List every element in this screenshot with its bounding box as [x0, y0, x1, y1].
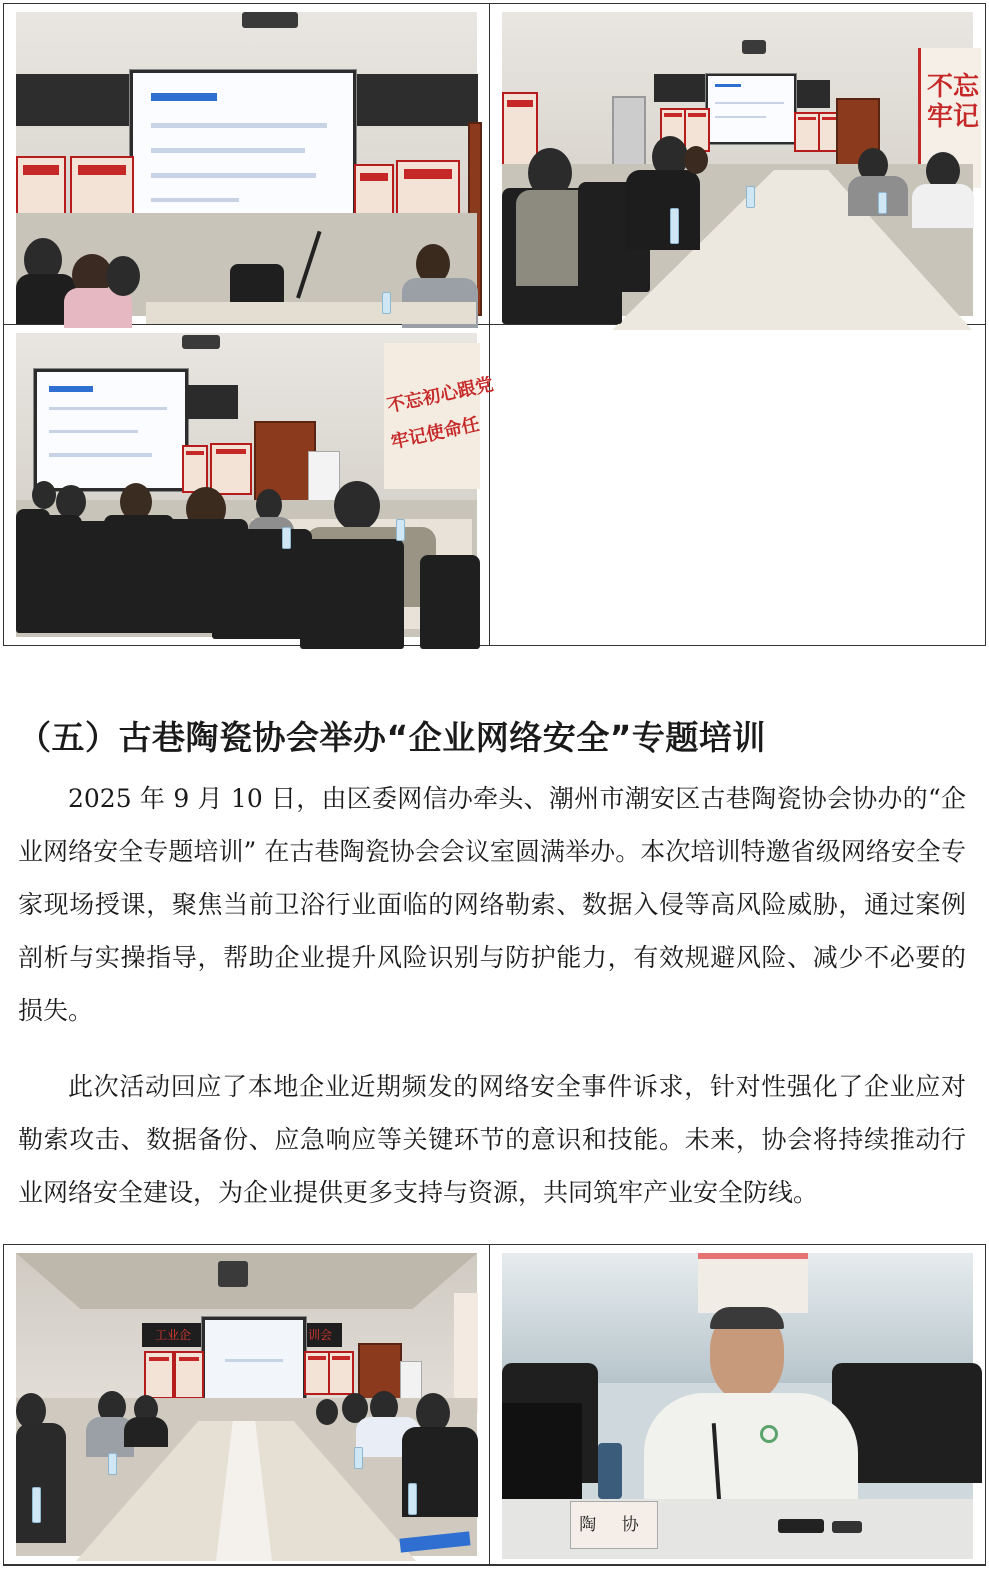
training-photo-conference-table: 不忘 牢记: [502, 12, 973, 316]
projection-screen: [706, 74, 796, 144]
photo-cell-2: [490, 4, 985, 325]
bottom-photo-grid: [3, 1244, 986, 1566]
projector-icon: [242, 12, 298, 28]
top-photo-grid: [3, 3, 986, 646]
calligraphy-banner: 不忘初心跟党 牢记使命任: [384, 343, 480, 489]
projection-screen: [34, 369, 188, 491]
projection-screen: [202, 1317, 306, 1405]
speaker-nameplate: 陶 协: [570, 1501, 658, 1549]
section-heading: （五）古巷陶瓷协会举办“企业网络安全”专题培训: [18, 718, 766, 757]
speaker-photo: [502, 1253, 973, 1556]
photo-cell-4: [4, 1245, 490, 1565]
meeting-room-wide-photo: [16, 1253, 477, 1556]
meeting-banner-left: 工业企: [142, 1323, 204, 1347]
projector-icon: [742, 40, 766, 54]
paragraph-2: 此次活动回应了本地企业近期频发的网络安全事件诉求，针对性强化了企业应对勒索攻击、数据备份、应急响应等关键环节的意识和技能。未来，协会将持续推动行业网络安全建设，为企业提供更多支持与资源，共同筑牢产业安全防线。: [18, 1072, 966, 1207]
photo-cell-1: [4, 4, 490, 325]
projector-icon: [218, 1261, 248, 1287]
training-photo-projector: [16, 12, 477, 316]
photo-cell-3: [4, 325, 496, 645]
empty-cell: [490, 325, 985, 645]
photo-cell-5: [490, 1245, 985, 1565]
training-photo-seated-attendees: [16, 333, 496, 637]
meeting-banner-right: 训会: [298, 1323, 342, 1347]
paragraph-1: 2025 年 9 月 10 日，由区委网信办牵头、潮州市潮安区古巷陶瓷协会协办的“企业网络安全专题培训” 在古巷陶瓷协会会议室圆满举办。本次培训特邀省级网络安全专家现场授课，聚焦当前卫浴行业面临的网络勒索、数据入侵等高风险威胁，通过案例剖析与实操指导，帮助企业提升风险识别与防护能力，有效规避风险、减少不必要的损失。: [18, 784, 966, 1025]
projector-icon: [182, 335, 220, 349]
